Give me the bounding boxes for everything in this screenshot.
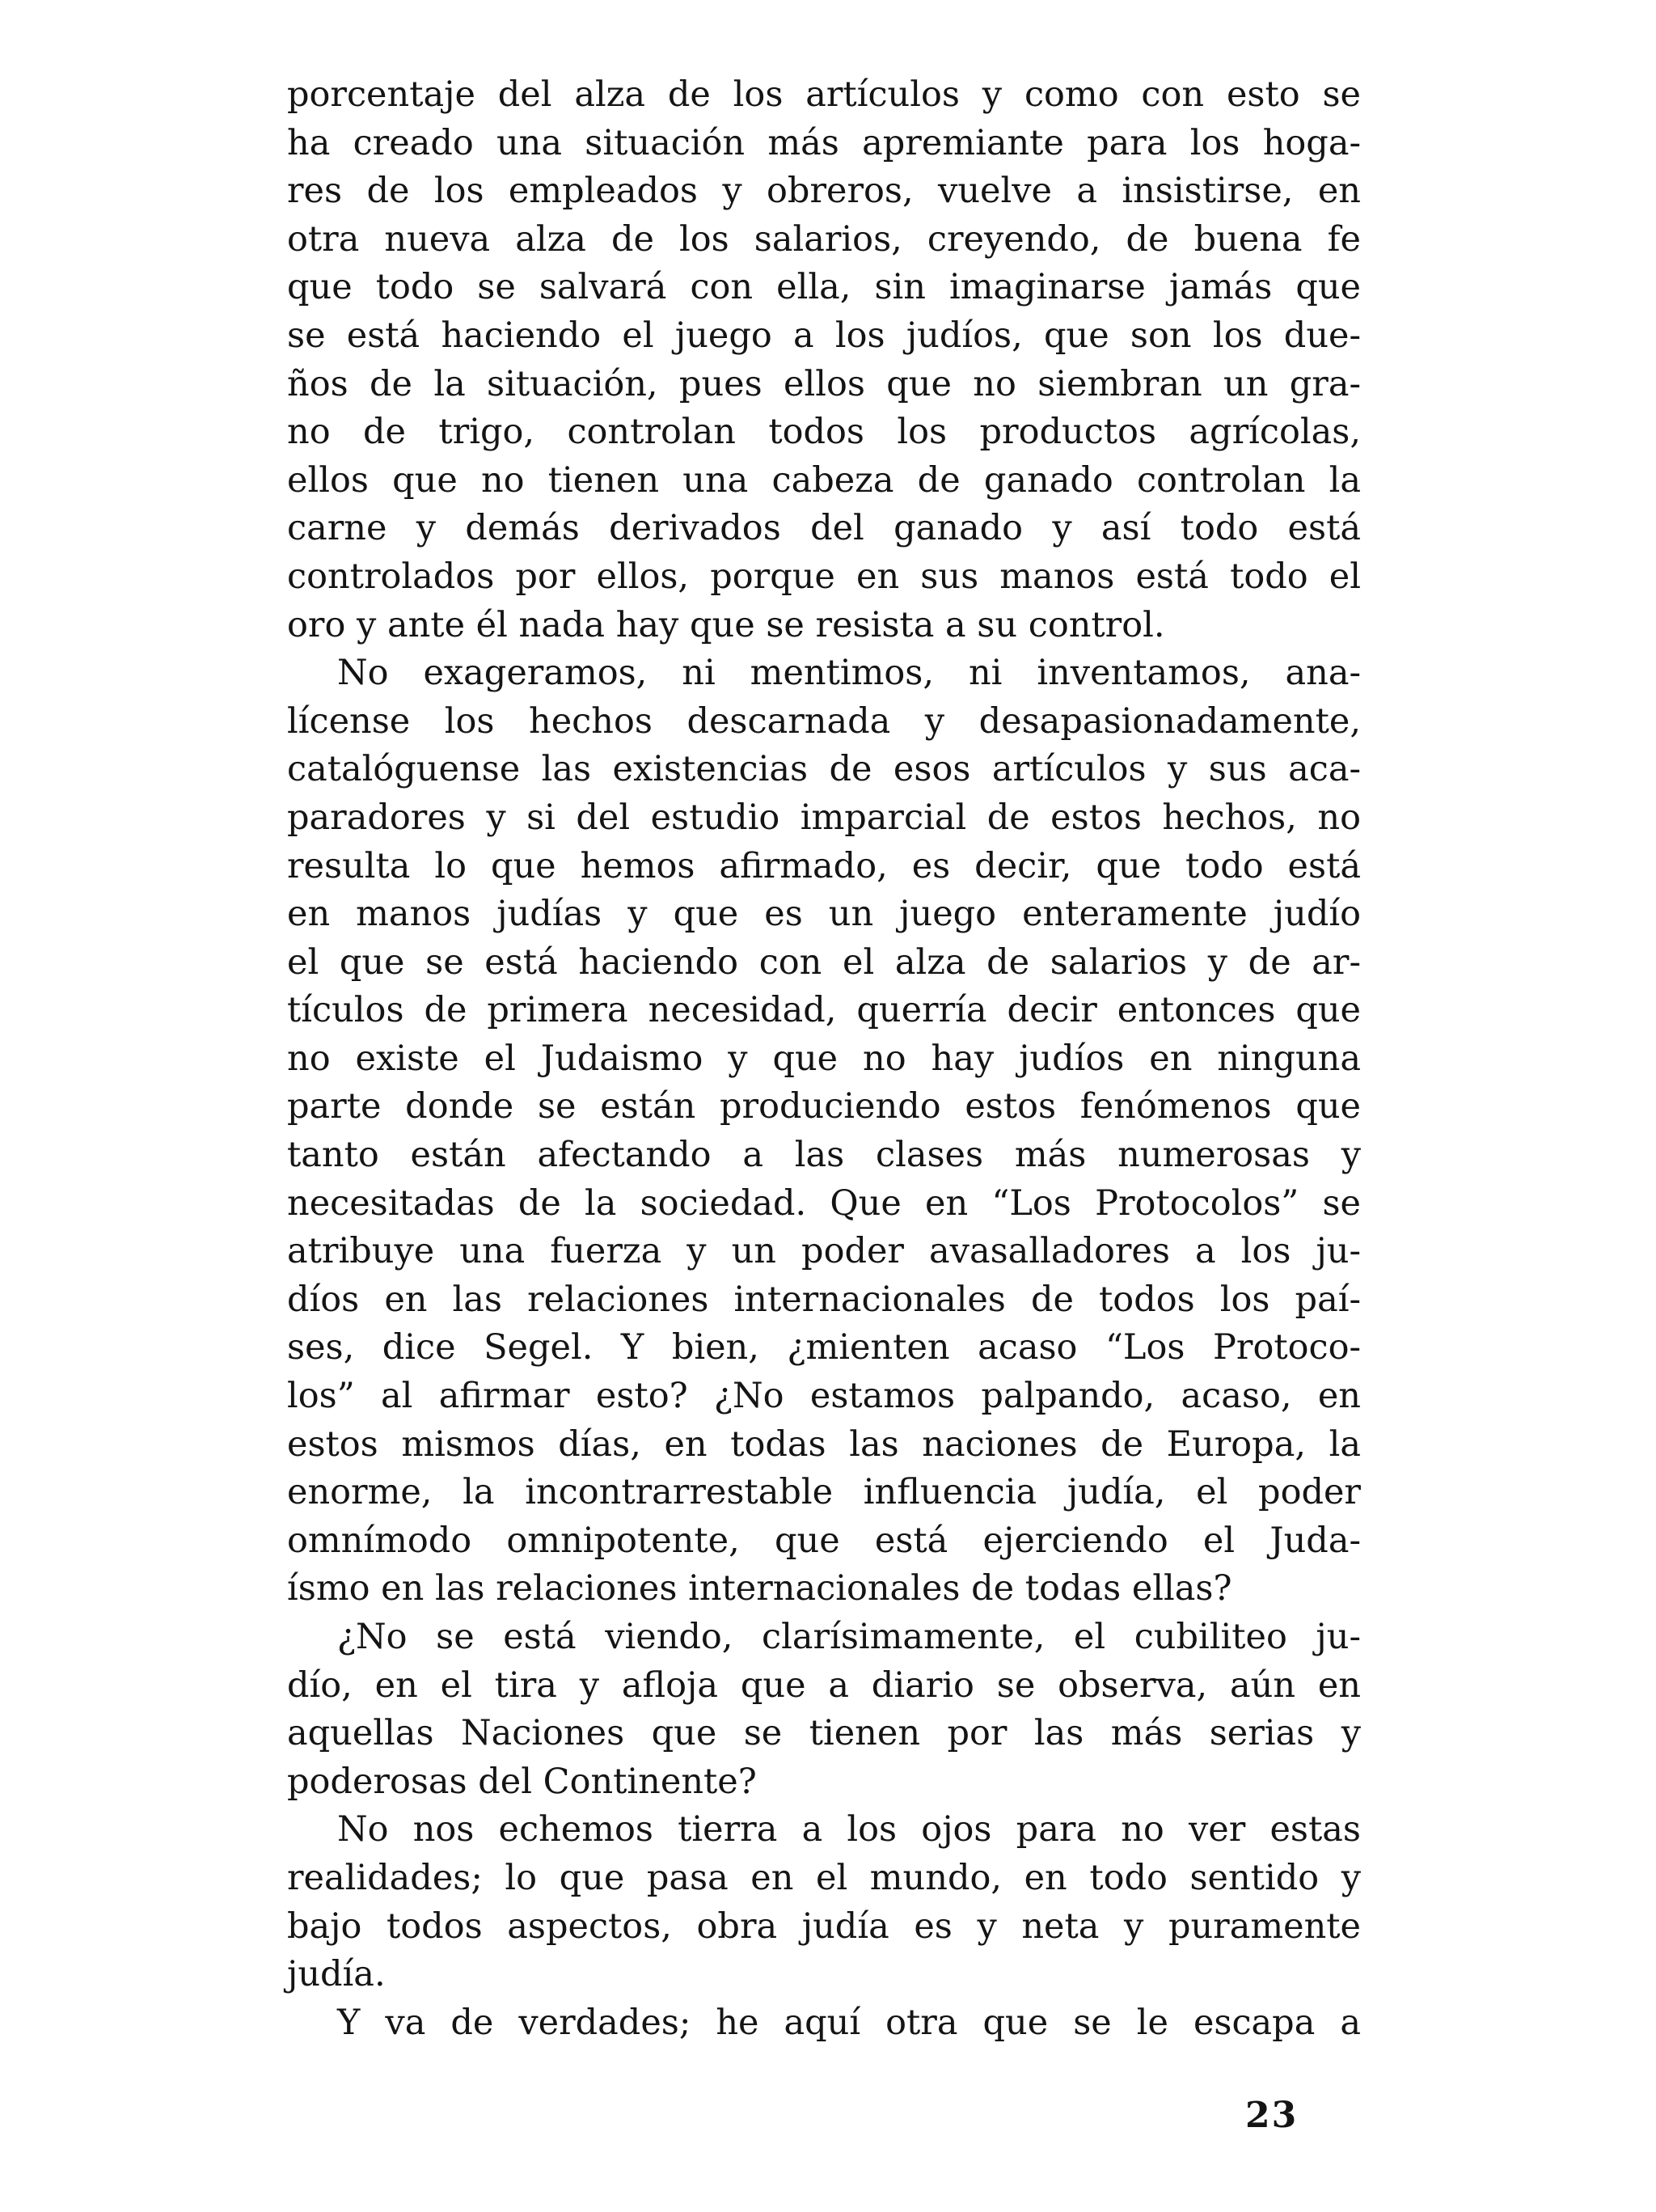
text-line: carne y demás derivados del ganado y así todo está <box>287 508 1361 549</box>
text-line: los” al afirmar esto? ¿No estamos palpando, acaso, en <box>287 1376 1361 1417</box>
text-line: judía. <box>287 1954 386 1995</box>
text-line: bajo todos aspectos, obra judía es y neta y puramente <box>287 1905 1361 1947</box>
text-line: Y va de verdades; he aquí otra que se le escapa a <box>337 2002 1361 2043</box>
text-line: no de trigo, controlan todos los productos agrícolas, <box>287 412 1361 453</box>
text-line: paradores y si del estudio imparcial de estos hechos, no <box>287 797 1361 838</box>
text-line: ¿No se está viendo, clarísimamente, el cubiliteo ju- <box>337 1617 1361 1657</box>
text-line: ellos que no tienen una cabeza de ganado controlan la <box>287 459 1361 501</box>
paragraph <box>287 71 1361 649</box>
text-line: no existe el Judaismo y que no hay judíos en ninguna <box>287 1038 1361 1079</box>
text-line: ha creado una situación más apremiante para los hoga- <box>287 122 1361 163</box>
text-line: aquellas Naciones que se tienen por las más serias y <box>287 1713 1361 1754</box>
text-line: ses, dice Segel. Y bien, ¿mienten acaso “Los Protoco- <box>287 1327 1361 1368</box>
text-line: realidades; lo que pasa en el mundo, en todo sentido y <box>287 1857 1361 1898</box>
text-line: el que se está haciendo con el alza de salarios y de ar- <box>287 941 1361 983</box>
text-line: estos mismos días, en todas las naciones de Europa, la <box>287 1423 1361 1465</box>
paragraph <box>287 649 1361 1614</box>
text-line: tanto están afectando a las clases más numerosas y <box>287 1135 1361 1176</box>
text-line: No nos echemos tierra a los ojos para no ver estas <box>337 1809 1361 1850</box>
paragraph <box>287 1614 1361 1806</box>
text-line: se está haciendo el juego a los judíos, que son los due- <box>287 315 1361 356</box>
paragraph <box>287 1806 1361 1998</box>
text-line: enorme, la incontrarrestable influencia judía, el poder <box>287 1472 1361 1513</box>
text-line: que todo se salvará con ella, sin imaginarse jamás que <box>287 267 1361 308</box>
body-text <box>287 71 1361 2047</box>
text-line: resulta lo que hemos afirmado, es decir, que todo está <box>287 845 1361 886</box>
text-line: tículos de primera necesidad, querría decir entonces que <box>287 990 1361 1031</box>
text-line: porcentaje del alza de los artículos y como con esto se <box>287 74 1361 115</box>
text-line: lícense los hechos descarnada y desapasionadamente, <box>287 700 1361 742</box>
text-line: parte donde se están produciendo estos fenómenos que <box>287 1086 1361 1127</box>
text-line: atribuye una fuerza y un poder avasalladores a los ju- <box>287 1231 1361 1272</box>
text-line: díos en las relaciones internacionales de todos los paí- <box>287 1279 1361 1320</box>
text-line: dío, en el tira y afloja que a diario se observa, aún en <box>287 1664 1361 1706</box>
text-line: poderosas del Continente? <box>287 1761 757 1802</box>
text-line: en manos judías y que es un juego enteramente judío <box>287 894 1361 935</box>
text-line: necesitadas de la sociedad. Que en “Los Protocolos” se <box>287 1182 1361 1224</box>
page-number: 23 <box>1245 2095 1299 2136</box>
text-line: catalóguense las existencias de esos artículos y sus aca- <box>287 749 1361 790</box>
text-line: otra nueva alza de los salarios, creyendo, de buena fe <box>287 218 1361 260</box>
text-line: controlados por ellos, porque en sus manos está todo el <box>287 556 1361 597</box>
text-line: ísmo en las relaciones internacionales de todas ellas? <box>287 1568 1232 1609</box>
text-line: omnímodo omnipotente, que está ejerciendo el Juda- <box>287 1520 1361 1561</box>
text-line: res de los empleados y obreros, vuelve a insistirse, en <box>287 171 1361 212</box>
text-line: ños de la situación, pues ellos que no siembran un gra- <box>287 363 1361 404</box>
text-line: No exageramos, ni mentimos, ni inventamos, ana- <box>337 653 1361 694</box>
text-line: oro y ante él nada hay que se resista a su control. <box>287 604 1165 645</box>
paragraph <box>287 1999 1361 2048</box>
